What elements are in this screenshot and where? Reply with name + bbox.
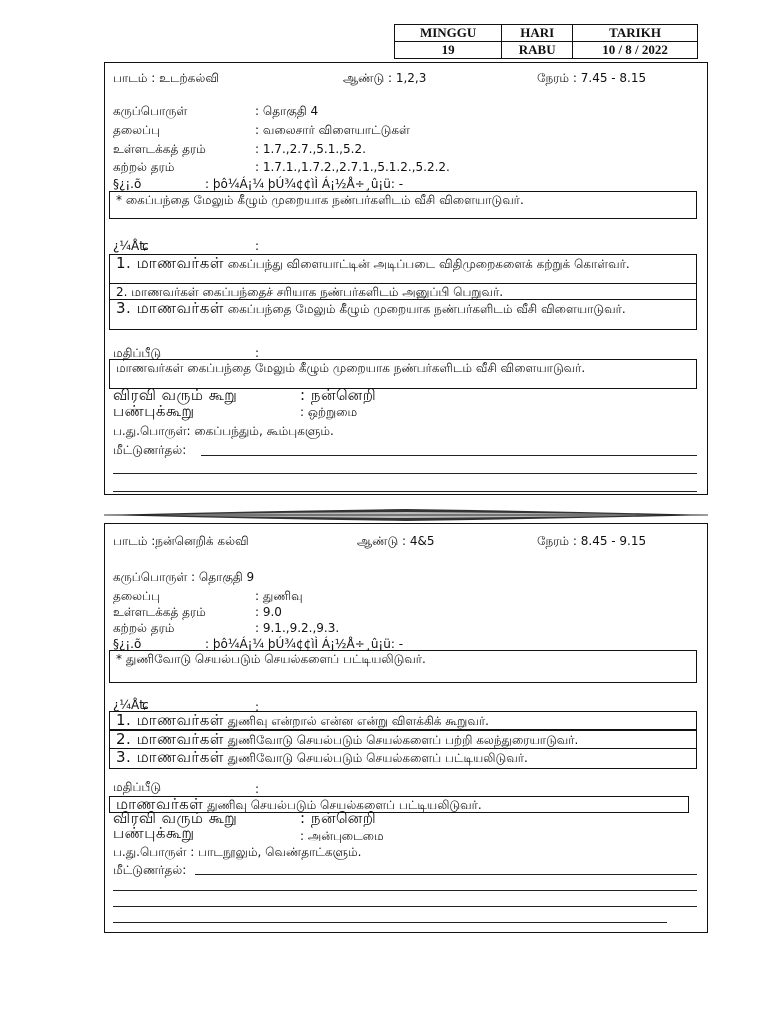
criteria-3 [109,299,697,330]
objective-intro: : þô¼Á¡¼ þÚ¾¢¢ìÌ Á¡½Å÷¸û¡ü: - [205,637,404,651]
criteria-1-text: கைப்பந்து விளையாட்டின் அடிப்படை விதிமுறைகளைக் கற்றுக் கொள்வர். [227,257,630,271]
theme-label: கருப்பொருள் [113,104,188,118]
assessment-colon: : [255,782,260,796]
time: நேரம் : 8.45 - 9.15 [537,534,647,548]
header-hari: HARI [502,25,573,42]
reflection-line [113,922,667,923]
criteria-colon: : [255,239,260,253]
year: ஆண்டு : 4&5 [357,534,435,548]
content-standard-label: உள்ளடக்கத் தரம் [113,142,206,156]
reflection-line [113,473,697,474]
criteria-2 [109,730,697,749]
cross-curricular-value: : நன்னெறி [300,809,377,827]
value-hari: RABU [502,42,573,59]
objective-box: * துணிவோடு செயல்படும் செயல்களைப் பட்டியலிடுவர். [109,650,697,683]
title-value: : துணிவு [255,589,303,603]
objective-box: * கைப்பந்தை மேலும் கீழும் முறையாக நண்பர்களிடம் வீசி விளையாடுவர். [109,191,697,219]
reflection-line [113,890,697,891]
subject: பாடம் :நன்னெறிக் கல்வி [113,534,249,548]
cross-curricular-value: : நன்னெறி [300,386,377,404]
content-standard-label: உள்ளடக்கத் தரம் [113,605,206,619]
criteria-3-subject: 3. மாணவர்கள் [116,299,224,317]
reflection-line [201,455,697,456]
criteria-label: ¿¼Åʨ [113,698,149,712]
reflection-label: மீட்டுணர்தல்: [113,863,187,877]
values-value: : ஒற்றுமை [300,405,358,419]
header-tarikh: TARIKH [573,25,698,42]
learning-standard-value: : 1.7.1.,1.7.2.,2.7.1.,5.1.2.,5.2.2. [255,160,450,174]
criteria-2-text: துணிவோடு செயல்படும் செயல்களைப் பற்றி கலந்துரையாடுவர். [227,733,579,747]
lesson-plan-1 [104,62,708,495]
criteria-3-subject: 3. மாணவர்கள் [116,748,224,766]
objective-label: §¿¡.õ [113,637,142,651]
decorative-divider [104,508,708,522]
theme-value: : தொகுதி 4 [255,104,319,118]
theme: கருப்பொருள் : தொகுதி 9 [113,570,255,584]
values-value: : அன்புடைமை [300,829,384,843]
assessment-colon: : [255,346,260,360]
reflection-label: மீட்டுணர்தல்: [113,443,187,457]
value-tarikh: 10 / 8 / 2022 [573,42,698,59]
assessment-label: மதிப்பீடு [113,780,162,794]
materials: ப.து.பொருள்: கைப்பந்தும், கூம்புகளும். [113,424,334,438]
reflection-line [113,906,697,907]
assessment-subject: மாணவர்கள் [116,795,204,813]
objective-label: §¿¡.õ [113,177,142,191]
materials: ப.து.பொருள் : பாடநூலும், வெண்தாட்களும். [113,845,362,859]
content-standard-value: : 9.0 [255,605,282,619]
criteria-colon: : [255,700,260,714]
values-label: பண்புக்கூறு [113,824,195,842]
time: நேரம் : 7.45 - 8.15 [537,71,647,85]
content-standard-value: : 1.7.,2.7.,5.1.,5.2. [255,142,366,156]
assessment-label: மதிப்பீடு [113,346,162,360]
title-label: தலைப்பு [113,589,160,603]
criteria-2: 2. மாணவர்கள் கைப்பந்தைச் சரியாக நண்பர்களிடம் அனுப்பி பெறுவர். [109,283,697,300]
assessment-box: மாணவர்கள் கைப்பந்தை மேலும் கீழும் முறையாக நண்பர்களிடம் வீசி விளையாடுவர். [109,359,697,389]
lesson-plan-2 [104,523,708,933]
learning-standard-label: கற்றல் தரம் [113,621,175,635]
values-label: பண்புக்கூறு [113,402,195,420]
criteria-label: ¿¼Åʨ [113,239,149,253]
assessment-text: துணிவு செயல்படும் செயல்களைப் பட்டியலிடுவர். [207,798,482,812]
cross-curricular-label: விரவி வரும் கூறு [113,386,238,404]
criteria-1-subject: 1. மாணவர்கள் [116,254,224,272]
criteria-3 [109,748,697,769]
subject: பாடம் : உடற்கல்வி [113,71,219,85]
criteria-1 [109,254,697,284]
criteria-3-text: கைப்பந்தை மேலும் கீழும் முறையாக நண்பர்களிடம் வீசி விளையாடுவர். [227,302,626,316]
criteria-3-text: துணிவோடு செயல்படும் செயல்களைப் பட்டியலிடுவர். [227,751,528,765]
info-table [394,24,698,59]
value-minggu: 19 [395,42,502,59]
criteria-1-text: துணிவு என்றால் என்ன என்று விளக்கிக் கூறுவர். [227,714,489,728]
objective-intro: : þô¼Á¡¼ þÚ¾¢¢ìÌ Á¡½Å÷¸û¡ü: - [205,177,404,191]
cross-curricular-label: விரவி வரும் கூறு [113,809,238,827]
criteria-1 [109,711,697,730]
title-value: : வலைசார் விளையாட்டுகள் [255,123,410,137]
year: ஆண்டு : 1,2,3 [343,71,427,85]
learning-standard-label: கற்றல் தரம் [113,160,175,174]
criteria-2-subject: 2. மாணவர்கள் [116,730,224,748]
learning-standard-value: : 9.1.,9.2.,9.3. [255,621,340,635]
reflection-line [195,874,697,875]
reflection-line [113,491,697,492]
header-minggu: MINGGU [395,25,502,42]
title-label: தலைப்பு [113,123,160,137]
criteria-1-subject: 1. மாணவர்கள் [116,711,224,729]
